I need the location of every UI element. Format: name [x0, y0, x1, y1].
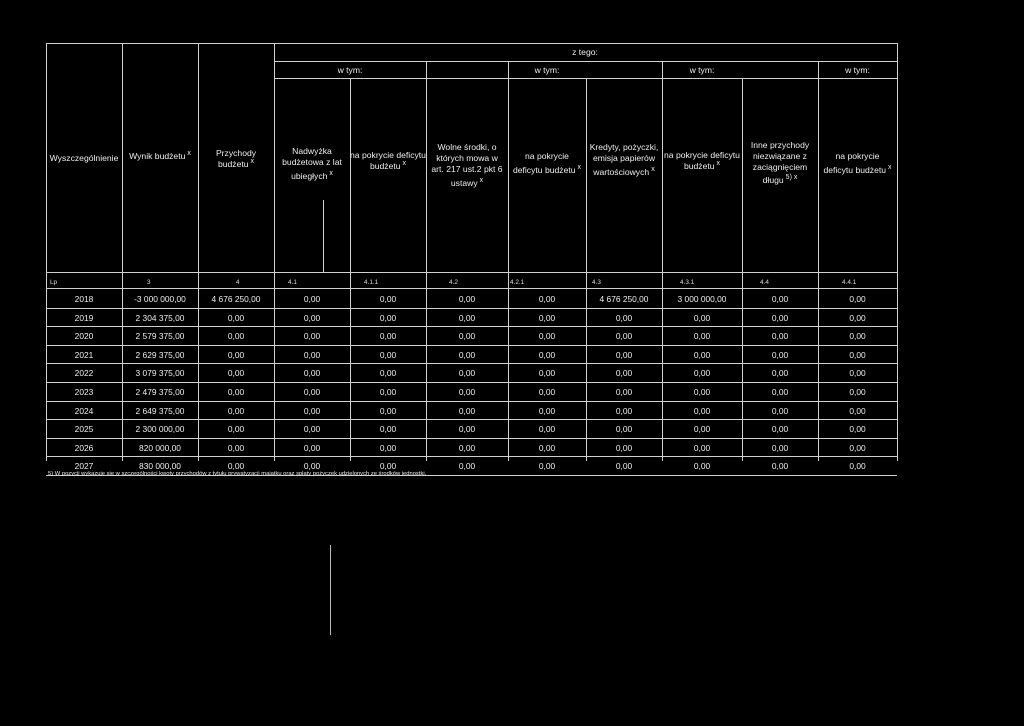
table-cell: 0,00 — [379, 461, 397, 472]
col-header-wynik: Wynik budżetu $^x$ — [129, 150, 191, 161]
table-cell: 0,00 — [303, 331, 321, 342]
column-number: 4.1 — [288, 279, 297, 286]
column-number: 3 — [147, 279, 151, 286]
table-cell: 0,00 — [538, 312, 556, 323]
col-header-pokrycie-4: na pokrycie deficytu budżetu $^x$ — [823, 151, 892, 175]
table-cell: 0,00 — [227, 405, 245, 416]
table-cell: 0,00 — [693, 424, 711, 435]
table-cell: 0,00 — [538, 294, 556, 304]
table-cell: 0,00 — [227, 387, 245, 397]
col-header-pokrycie-2: na pokrycie deficytu budżetu $^x$ — [512, 151, 582, 175]
table-cell: 0,00 — [538, 387, 556, 397]
table-cell: 0,00 — [615, 424, 633, 435]
table-cell: 0,00 — [379, 405, 397, 416]
table-cell: 0,00 — [379, 312, 397, 323]
table-cell: 0,00 — [538, 461, 556, 472]
table-cell: 0,00 — [693, 331, 711, 342]
table-cell: 0,00 — [303, 387, 321, 397]
table-cell: 2023 — [74, 387, 94, 397]
table-cell: 0,00 — [849, 349, 866, 360]
table-cell: 0,00 — [303, 442, 321, 453]
table-cell: 0,00 — [693, 312, 711, 323]
table-cell: 0,00 — [693, 461, 711, 472]
column-number: Lp — [50, 279, 58, 286]
table-cell: 0,00 — [849, 368, 866, 379]
col-header-inne-przychody: Inne przychody niezwiązane z zaciągnięciem długu $^{5) x}$ — [750, 140, 810, 185]
table-cell: 0,00 — [771, 461, 789, 472]
table-cell: 0,00 — [849, 294, 866, 304]
table-cell: 0,00 — [771, 442, 789, 453]
table-cell: 0,00 — [379, 349, 397, 360]
table-cell: 0,00 — [849, 331, 866, 342]
table-cell: 0,00 — [458, 387, 476, 397]
table-cell: 0,00 — [615, 387, 633, 397]
table-cell: 2021 — [74, 349, 94, 360]
table-cell: 2 649 375,00 — [135, 405, 185, 416]
table-cell: 0,00 — [538, 424, 556, 435]
column-number: 4.1.1 — [364, 279, 379, 286]
col-header-pokrycie-3: na pokrycie deficytu budżetu $^x$ — [664, 150, 740, 171]
table-cell: 0,00 — [458, 312, 476, 323]
col-header-wolne-srodki: Wolne środki, o których mowa w art. 217 ust.2 pkt 6 ustawy $^x$ — [431, 142, 503, 188]
table-cell: 0,00 — [303, 461, 321, 472]
col-header-nadwyzka: Nadwyżka budżetowa z lat ubiegłych $^x$ — [282, 146, 342, 181]
w-tym-label: w tym: — [337, 65, 363, 75]
table-cell: 0,00 — [227, 349, 245, 360]
table-cell: 0,00 — [458, 294, 476, 304]
table-cell: 0,00 — [693, 387, 711, 397]
table-cell: 0,00 — [458, 349, 476, 360]
table-cell: 0,00 — [771, 387, 789, 397]
table-cell: 830 000,00 — [139, 461, 181, 472]
col-header-przychody: Przychody budżetu $^x$ — [215, 148, 257, 169]
col-header-wyszczegolnienie: Wyszczególnienie — [49, 153, 119, 163]
table-cell: 0,00 — [379, 368, 397, 379]
table-cell: 2 300 000,00 — [135, 424, 185, 435]
table-cell: 0,00 — [615, 312, 633, 323]
table-cell: 0,00 — [227, 312, 245, 323]
table-cell: 0,00 — [771, 424, 789, 435]
table-cell: 2 579 375,00 — [135, 331, 185, 342]
table-cell: 0,00 — [303, 349, 321, 360]
column-number: 4 — [236, 279, 240, 286]
table-cell: 0,00 — [615, 349, 633, 360]
table-cell: 0,00 — [849, 405, 866, 416]
z-tego-label: z tego: — [572, 47, 598, 57]
table-cell: 0,00 — [693, 442, 711, 453]
table-cell: 0,00 — [849, 312, 866, 323]
table-cell: 0,00 — [538, 405, 556, 416]
table-cell: 0,00 — [227, 424, 245, 435]
table-cell: 2 479 375,00 — [135, 387, 185, 397]
table-cell: 0,00 — [771, 405, 789, 416]
column-number: 4.2 — [449, 279, 458, 286]
table-cell: 0,00 — [538, 442, 556, 453]
table-cell: 0,00 — [615, 405, 633, 416]
table-cell: 0,00 — [458, 368, 476, 379]
table-cell: 0,00 — [227, 461, 245, 472]
table-cell: 0,00 — [227, 331, 245, 342]
table-cell: 4 676 250,00 — [599, 294, 649, 304]
w-tym-label: w tym: — [845, 65, 870, 75]
table-cell: 0,00 — [615, 368, 633, 379]
table-cell: 0,00 — [303, 294, 321, 304]
table-cell: 0,00 — [227, 442, 245, 453]
table-cell: 2027 — [74, 461, 94, 472]
table-cell: 0,00 — [771, 331, 789, 342]
w-tym-label: w tym: — [689, 65, 715, 75]
table-cell: 2 304 375,00 — [135, 312, 185, 323]
table-cell: 0,00 — [458, 424, 476, 435]
table-cell: 0,00 — [379, 331, 397, 342]
table-cell: 0,00 — [379, 442, 397, 453]
table-cell: 4 676 250,00 — [211, 294, 261, 304]
table-cell: 0,00 — [849, 461, 866, 472]
table-cell: 0,00 — [458, 405, 476, 416]
column-number: 4.3.1 — [680, 279, 695, 286]
table-cell: 2024 — [74, 405, 94, 416]
table-cell: 0,00 — [303, 368, 321, 379]
table-cell: 0,00 — [379, 387, 397, 397]
table-cell: 3 000 000,00 — [677, 294, 727, 304]
table-cell: 0,00 — [538, 331, 556, 342]
col-header-kredyty: Kredyty, pożyczki, emisja papierów wartościowych $^x$ — [589, 142, 659, 177]
table-cell: 0,00 — [227, 368, 245, 379]
table-cell: 2019 — [74, 312, 94, 323]
table-cell: 0,00 — [849, 424, 866, 435]
table-cell: 2020 — [74, 331, 94, 342]
table-cell: 2 629 375,00 — [135, 349, 185, 360]
table-cell: 0,00 — [771, 368, 789, 379]
table-cell: 2025 — [74, 424, 94, 435]
table-cell: 0,00 — [538, 349, 556, 360]
column-number: 4.2.1 — [510, 279, 525, 286]
table-cell: 0,00 — [303, 405, 321, 416]
table-cell: 0,00 — [379, 294, 397, 304]
table-cell: 2022 — [74, 368, 94, 379]
table-cell: 0,00 — [693, 349, 711, 360]
table-cell: 0,00 — [303, 312, 321, 323]
col-header-pokrycie-1: na pokrycie deficytu budżetu $^x$ — [350, 150, 426, 171]
table-cell: 2026 — [74, 442, 94, 453]
table-cell: 2018 — [74, 294, 94, 304]
footnote: 5) W pozycji wykazuje się w szczególności kwoty przychodów z tytułu prywatyzacji majątku oraz spłaty pożyczek udzielonych ze środków jednostki. — [48, 471, 427, 477]
table-cell: 0,00 — [458, 442, 476, 453]
table-cell: 0,00 — [615, 442, 633, 453]
table-cell: 0,00 — [458, 331, 476, 342]
table-cell: 0,00 — [849, 442, 866, 453]
table-cell: 0,00 — [458, 461, 476, 472]
table-cell: 0,00 — [615, 461, 633, 472]
table-cell: 0,00 — [538, 368, 556, 379]
column-number: 4.4 — [760, 279, 769, 286]
table-cell: 0,00 — [379, 424, 397, 435]
column-number: 4.4.1 — [842, 279, 857, 286]
table-cell: 0,00 — [693, 405, 711, 416]
table-cell: 3 079 375,00 — [135, 368, 185, 379]
table-cell: 0,00 — [615, 331, 633, 342]
table-cell: 0,00 — [771, 312, 789, 323]
table-cell: 0,00 — [849, 387, 866, 397]
table-cell: 820 000,00 — [139, 442, 181, 453]
table-cell: 0,00 — [303, 424, 321, 435]
column-number: 4.3 — [592, 279, 601, 286]
table-cell: 0,00 — [771, 349, 789, 360]
w-tym-label: w tym: — [534, 65, 560, 75]
table-cell: 0,00 — [693, 368, 711, 379]
table-cell: 0,00 — [771, 294, 789, 304]
table-cell: -3 000 000,00 — [134, 294, 186, 304]
